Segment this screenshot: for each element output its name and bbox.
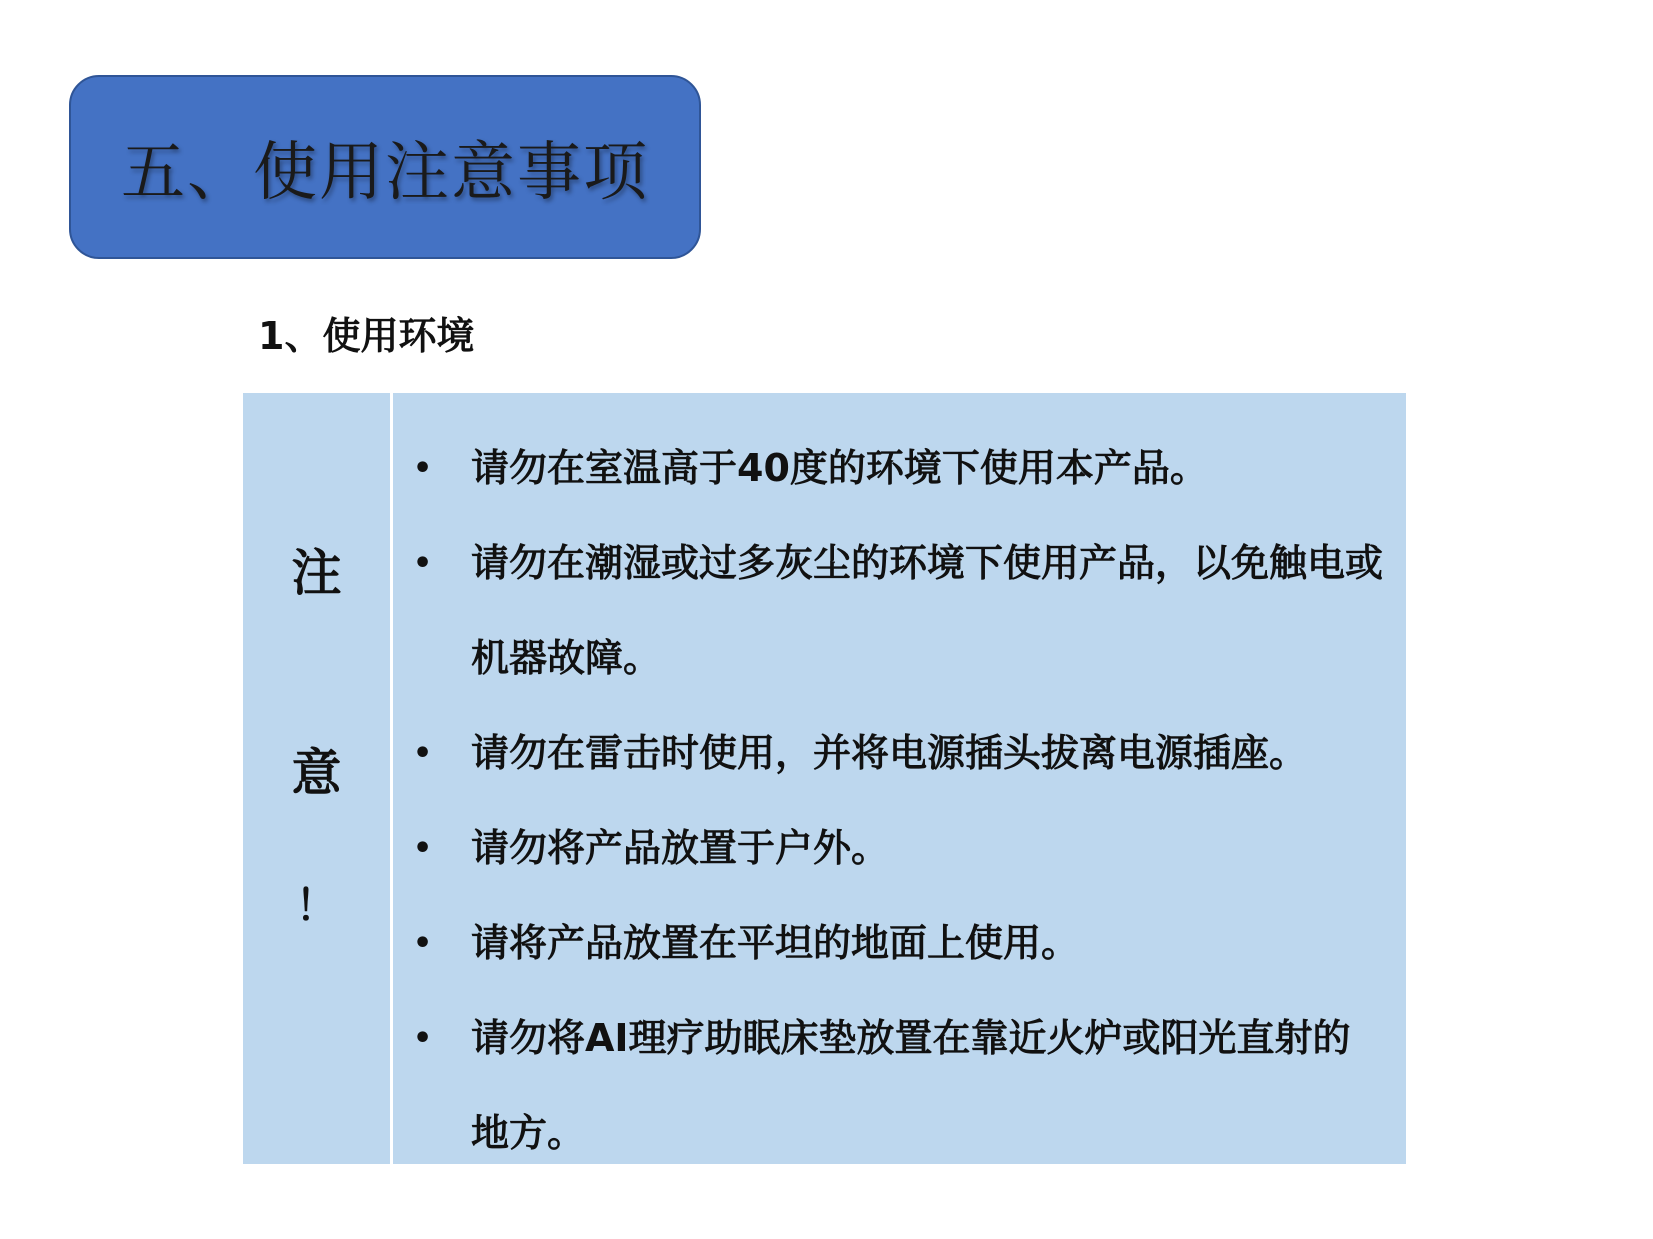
- bullet-icon: •: [413, 736, 433, 771]
- list-item: [413, 991, 1388, 1181]
- side-label-char: 意: [291, 743, 342, 802]
- list-item-text: 请勿在室温高于40度的环境下使用本产品。: [471, 446, 1208, 490]
- list-item: [413, 421, 1388, 516]
- notice-list: [413, 421, 1388, 1181]
- bullet-icon: •: [413, 926, 433, 961]
- list-item-text: 请勿在雷击时使用，并将电源插头拔离电源插座。: [471, 731, 1308, 775]
- list-item: [413, 706, 1388, 801]
- section-subtitle: 1、使用环境: [258, 314, 475, 358]
- side-label-exclamation: ！: [295, 881, 338, 930]
- list-item: [413, 516, 1388, 706]
- list-item-text: 请勿将AI理疗助眠床垫放置在靠近火炉或阳光直射的地方。: [471, 1016, 1351, 1155]
- bullet-icon: •: [413, 831, 433, 866]
- bullet-icon: •: [413, 451, 433, 486]
- section-title-box: [69, 75, 701, 259]
- notice-side-label: [243, 393, 393, 1164]
- list-item: [413, 801, 1388, 896]
- bullet-icon: •: [413, 546, 433, 581]
- side-label-char: 注: [291, 543, 342, 602]
- bullet-icon: •: [413, 1021, 433, 1056]
- notice-panel: [243, 393, 1406, 1164]
- list-item-text: 请勿将产品放置于户外。: [471, 826, 890, 870]
- page-title: 五、使用注意事项: [121, 136, 649, 210]
- list-item-text: 请将产品放置在平坦的地面上使用。: [471, 921, 1080, 965]
- list-item-text: 请勿在潮湿或过多灰尘的环境下使用产品，以免触电或机器故障。: [471, 541, 1384, 680]
- list-item: [413, 896, 1388, 991]
